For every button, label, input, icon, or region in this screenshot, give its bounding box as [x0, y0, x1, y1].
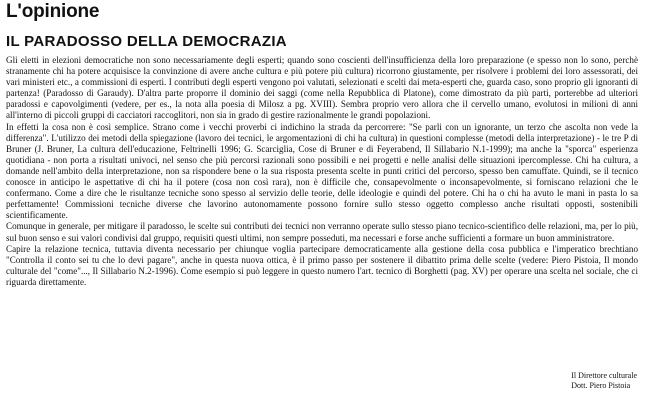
paragraph: Capire la relazione tecnica, tuttavia diventa necessario per chiunque voglia partecipare democraticamente alla gestione della cosa pubblica e l'imperatico brechtiano "Controlla il conto sei tu che lo devi pagare", anche in questa nuova ottica, è il primo passo per sostenere il dibattito prima delle scelte (vedere: Piero Pistoia, Il mondo culturale del "come"..., Il Sillabario N.2-1996). Come esempio si può leggere in questo numero l'art. tecnico di Borghetti (pag. XV) per operare una scelta nel sociale, che ci riguarda direttamente. [6, 243, 638, 287]
paragraph: In effetti la cosa non è così semplice. Strano come i vecchi proverbi ci indichino la strada da percorrere: "Se parli con un ignorante, un terzo che ascolta non vede la differenza". L'utilizzo dei metodi della spiegazione (lavoro dei tecnici, le argomentazioni di chi ha cultura) in questioni complesse (metodi della interpretazione) - le tre P di Bruner (J. Bruner, La cultura dell'educazione, Feltrinelli 1996; G. Scarciglia, Cose di Bruner e di Feyerabend, Il Sillabario N.1-1999); ma anche la "sporca" esperienza quotidiana - non porta a risultati univoci, nel senso che più percorsi razionali sono possibili e nei progetti e nelle analisi delle situazioni ipercomplesse. Chi ha cultura, a domande nell'ambito della interpretazione, non sa rispondere bene o la sua risposta presenta scelte in punti critici del percorso, spesso ben camuffate. Quindi, se il tecnico conosce in anticipo le aspettative di chi ha il potere (cosa non così rara), non è difficile che, consapevolmente o inconsapevolmente, si forniscano relazioni che le confermano. Come a dire che le risultanze tecniche sono spesso al servizio delle teorie, delle ideologie e quindi del potere. Chi ha o chi ha avuto le mani in pasta lo sa perfettamente! Commissioni tecniche diverse che lavorino autonomamente possono fornire sullo stesso oggetto complesso anche risultati opposti, sostenibili scientificamente. [6, 121, 638, 221]
signature-role: Il Direttore culturale [571, 371, 637, 380]
section-heading: L'opinione [6, 1, 100, 22]
signature-block [571, 371, 637, 391]
paragraph: Comunque in generale, per mitigare il paradosso, le scelte sui contributi dei tecnici non verranno operate sullo stesso piano tecnico-scientifico delle relazioni, ma, per lo più, sul buon senso e sui valori condivisi dal gruppo, requisiti questi ultimi, non sempre posseduti, ma necessari e forse anche sufficienti a formare un buon amministratore. [6, 221, 638, 243]
signature-name: Dott. Piero Pistoia [571, 381, 631, 390]
article-body [6, 55, 638, 288]
article-title: IL PARADOSSO DELLA DEMOCRAZIA [6, 33, 287, 50]
paragraph: Gli eletti in elezioni democratiche non sono necessariamente degli esperti; quando sono coscienti dell'insufficienza della loro preparazione (e spesso non lo sono, perchè stranamente chi ha potere acquisisce la convinzione di avere anche cultura e più potere più cultura) ricorrono giustamente, per risolvere i problemi dei loro assessorati, dei vari ministeri etc., a commissioni di esperti. I contributi degli esperti vengono poi valutati, selezionati e scelti dai meta-esperti che, guarda caso, sono proprio gli ignoranti di partenza! (Paradosso di Garaudy). D'altra parte proporre il dominio dei saggi (come nella Repubblica di Platone), come dimostrato da più parti, porterebbe ad ulteriori paradossi e capovolgimenti (vedere, per es., la nota alla poesia di Milosz a pg. XVIII). Sembra proprio vero allora che il cervello umano, evolutosi in milioni di anni all'interno di piccoli gruppi di cacciatori raccoglitori, non sia in grado di gestire razionalmente le grandi popolazioni. [6, 55, 638, 121]
